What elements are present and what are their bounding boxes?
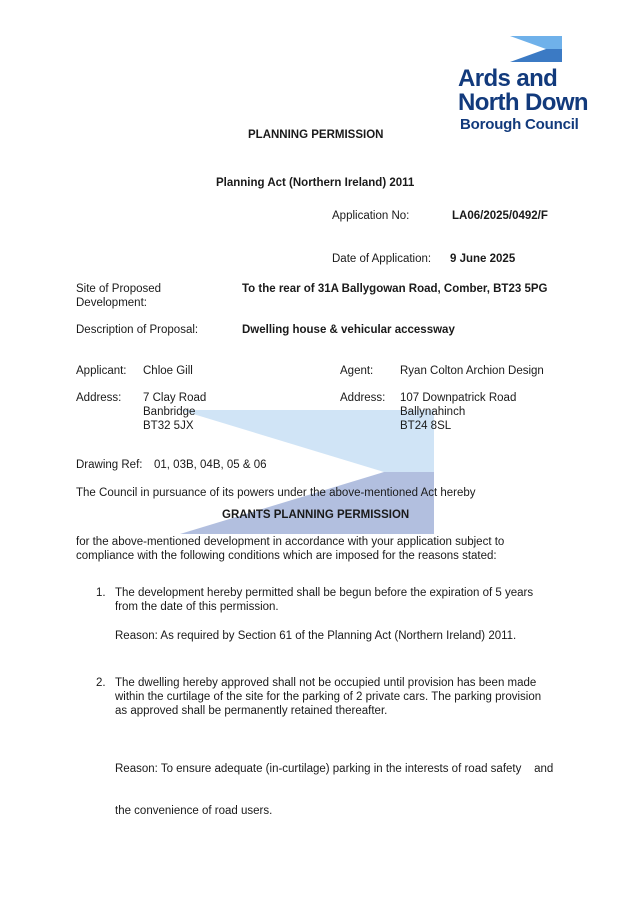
- address-line: Ballynahinch: [400, 406, 466, 418]
- act-title: Planning Act (Northern Ireland) 2011: [216, 177, 415, 189]
- site-label: [76, 282, 161, 310]
- drawing-ref-label: Drawing Ref:: [76, 459, 143, 471]
- drawing-ref-value: 01, 03B, 04B, 05 & 06: [154, 459, 267, 471]
- application-no-label: Application No:: [332, 210, 410, 222]
- address-line: 107 Downpatrick Road: [400, 392, 517, 404]
- condition-line: as approved shall be permanently retained thereafter.: [115, 705, 388, 717]
- compliance-line: compliance with the following conditions which are imposed for the reasons stated:: [76, 550, 497, 562]
- application-no-value: LA06/2025/0492/F: [452, 210, 548, 222]
- condition-2-number: 2.: [96, 677, 106, 689]
- agent-address-label: Address:: [340, 392, 386, 404]
- condition-line: The dwelling hereby approved shall not be occupied until provision has been made: [115, 677, 537, 689]
- page-title: PLANNING PERMISSION: [248, 129, 384, 141]
- condition-2-reason: [115, 734, 560, 832]
- condition-line: from the date of this permission.: [115, 601, 279, 613]
- applicant-address: [143, 391, 206, 433]
- address-line: Banbridge: [143, 406, 196, 418]
- applicant-label: Applicant:: [76, 365, 127, 377]
- agent-name: Ryan Colton Archion Design: [400, 365, 544, 377]
- site-value: To the rear of 31A Ballygowan Road, Comber, BT23 5PG: [242, 283, 548, 295]
- council-logo: [458, 36, 608, 136]
- applicant-address-label: Address:: [76, 392, 122, 404]
- condition-2-text: [115, 676, 560, 718]
- condition-line: The development hereby permitted shall be begun before the expiration of 5 years: [115, 587, 534, 599]
- applicant-name: Chloe Gill: [143, 365, 193, 377]
- logo-chevron-icon: [510, 36, 562, 62]
- grants-heading: GRANTS PLANNING PERMISSION: [222, 509, 410, 521]
- date-label: Date of Application:: [332, 253, 432, 265]
- agent-address: [400, 391, 516, 433]
- condition-1-reason: [115, 629, 560, 643]
- condition-line: within the curtilage of the site for the parking of 2 private cars. The parking provision: [115, 691, 542, 703]
- site-label-line-1: Site of Proposed: [76, 283, 162, 295]
- address-line: BT24 8SL: [400, 420, 452, 432]
- address-line: 7 Clay Road: [143, 392, 207, 404]
- condition-1-number: 1.: [96, 587, 106, 599]
- logo-line-2: North Down: [458, 89, 588, 116]
- reason-line: the convenience of road users.: [115, 805, 273, 817]
- compliance-line: for the above-mentioned development in accordance with your application subject to: [76, 536, 505, 548]
- compliance-text: [76, 535, 546, 563]
- address-line: BT32 5JX: [143, 420, 194, 432]
- proposal-value: Dwelling house & vehicular accessway: [242, 324, 455, 336]
- condition-1-text: [115, 586, 560, 614]
- logo-line-3: Borough Council: [460, 116, 579, 133]
- site-label-line-2: Development:: [76, 297, 147, 309]
- council-statement: The Council in pursuance of its powers under the above-mentioned Act hereby: [76, 487, 476, 499]
- proposal-label: Description of Proposal:: [76, 324, 199, 336]
- logo-line-1: Ards and: [458, 65, 558, 92]
- reason-line: Reason: As required by Section 61 of the Planning Act (Northern Ireland) 2011.: [115, 630, 517, 642]
- agent-label: Agent:: [340, 365, 374, 377]
- date-value: 9 June 2025: [450, 253, 516, 265]
- reason-line: Reason: To ensure adequate (in-curtilage) parking in the interests of road safety and: [115, 763, 554, 775]
